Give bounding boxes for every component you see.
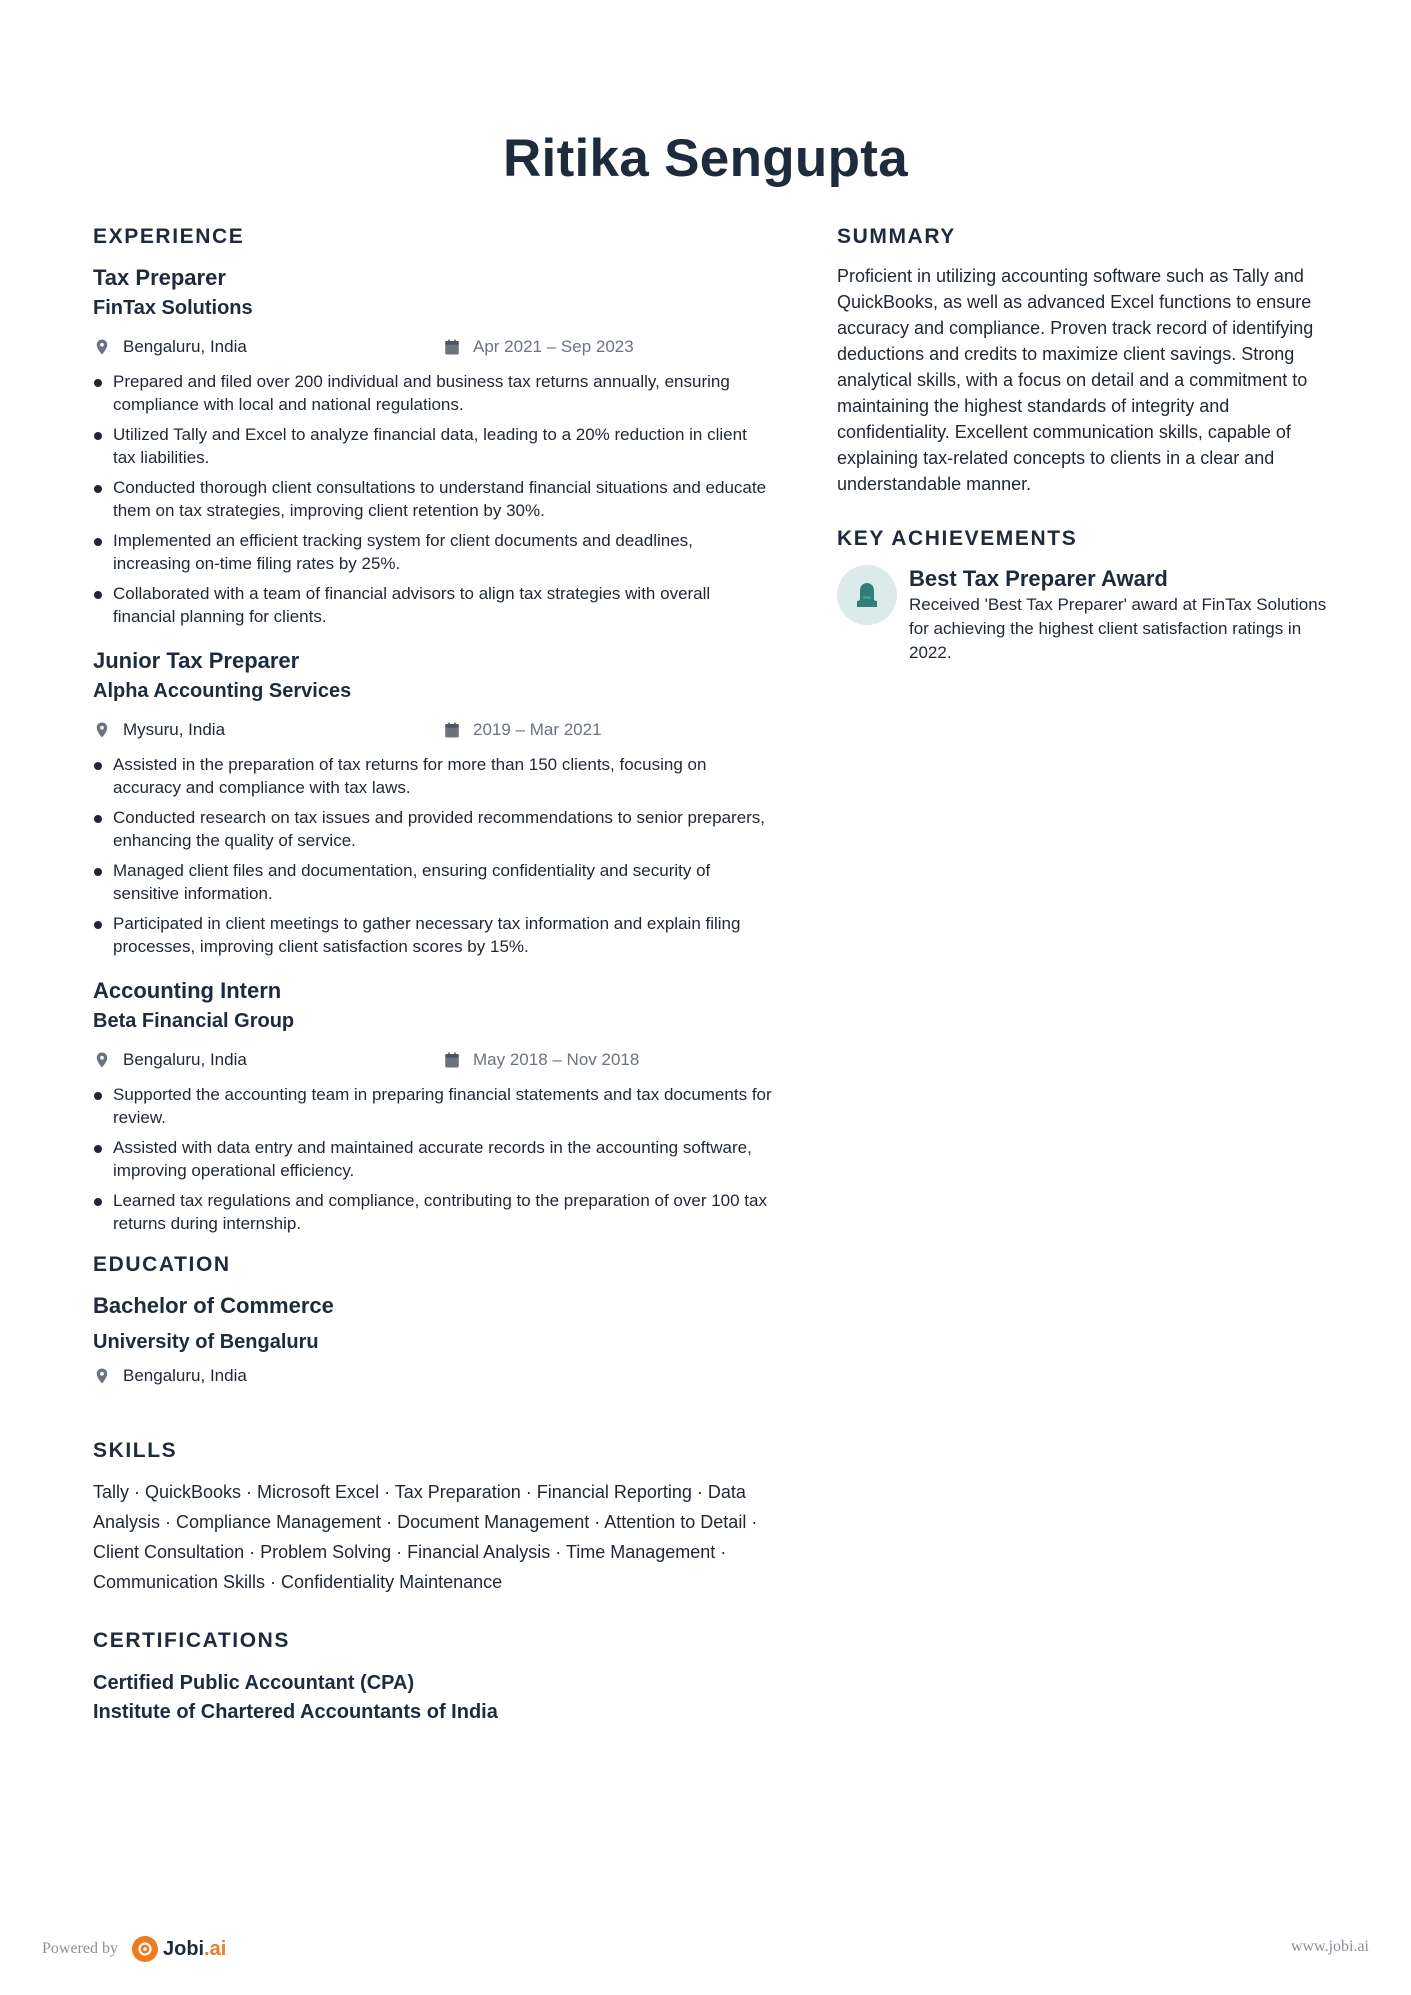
job-entry	[93, 976, 773, 1235]
education-meta	[93, 1361, 773, 1391]
section-title-experience: EXPERIENCE	[93, 225, 245, 248]
certification-name: Certified Public Accountant (CPA)	[93, 1672, 415, 1694]
education-location-text: Bengaluru, India	[123, 1366, 247, 1385]
section-title-education: EDUCATION	[93, 1253, 231, 1276]
job-bullet: Implemented an efficient tracking system for client documents and deadlines, increasing on-time filing rates by 25%.	[93, 529, 773, 575]
job-location	[93, 1050, 443, 1070]
education-school: University of Bengaluru	[93, 1331, 319, 1353]
achievement-content	[909, 565, 1337, 665]
achievement-description: Received 'Best Tax Preparer' award at FinTax Solutions for achieving the highest client satisfaction ratings in 2022.	[909, 595, 1327, 662]
job-location-text: Bengaluru, India	[123, 337, 247, 356]
summary-section	[837, 225, 1337, 497]
job-bullet: Prepared and filed over 200 individual and business tax returns annually, ensuring compliance with local and national regulations.	[93, 370, 773, 416]
calendar-icon	[443, 338, 461, 356]
job-bullet: Participated in client meetings to gather necessary tax information and explain filing processes, improving client satisfaction scores by 15%.	[93, 912, 773, 958]
education-degree: Bachelor of Commerce	[93, 1293, 334, 1318]
job-company: Alpha Accounting Services	[93, 680, 352, 702]
location-pin-icon	[93, 1367, 111, 1385]
job-company: FinTax Solutions	[93, 297, 253, 319]
summary-text: Proficient in utilizing accounting software such as Tally and QuickBooks, as well as advanced Excel functions to ensure accuracy and compliance. Proven track record of identifying deductions and credits to maximize client savings. Strong analytical skills, with a focus on detail and a commitment to maintaining the highest standards of integrity and confidentiality. Excellent communication skills, capable of explaining tax-related concepts to clients in a clear and understandable manner.	[837, 266, 1314, 494]
jobi-logo-icon	[132, 1936, 158, 1962]
job-location-text: Bengaluru, India	[123, 1050, 247, 1069]
section-title-skills: SKILLS	[93, 1439, 178, 1462]
job-location	[93, 720, 443, 740]
job-bullet: Learned tax regulations and compliance, contributing to the preparation of over 100 tax returns during internship.	[93, 1189, 773, 1235]
section-title-summary: SUMMARY	[837, 225, 956, 248]
certifications-section	[93, 1629, 773, 1727]
job-bullets	[93, 753, 773, 958]
location-pin-icon	[93, 338, 111, 356]
job-meta	[93, 715, 773, 745]
job-location	[93, 337, 443, 357]
jobi-logo-suffix: .ai	[204, 1937, 227, 1960]
job-bullet: Supported the accounting team in preparing financial statements and tax documents for review.	[93, 1083, 773, 1129]
job-bullet: Conducted research on tax issues and provided recommendations to senior preparers, enhancing the quality of service.	[93, 806, 773, 852]
job-dates	[443, 337, 634, 357]
calendar-icon	[443, 1051, 461, 1069]
powered-by-text: Powered by	[42, 1940, 118, 1957]
right-column	[837, 225, 1337, 665]
location-pin-icon	[93, 721, 111, 739]
calendar-icon	[443, 721, 461, 739]
job-dates	[443, 1050, 639, 1070]
location-pin-icon	[93, 1051, 111, 1069]
job-bullet: Utilized Tally and Excel to analyze financial data, leading to a 20% reduction in client tax liabilities.	[93, 423, 773, 469]
job-meta	[93, 332, 773, 362]
education-section	[93, 1253, 773, 1391]
job-dates	[443, 720, 602, 740]
job-location-text: Mysuru, India	[123, 720, 226, 739]
skills-list: Tally · QuickBooks · Microsoft Excel · Tax Preparation · Financial Reporting · Data Analysis · Compliance Management · Document Management · Attention to Detail · Client Consultation · Problem Solving · Financial Analysis · Time Management · Communication Skills · Confidentiality Maintenance	[93, 1482, 758, 1592]
job-dates-text: 2019 – Mar 2021	[473, 720, 602, 739]
job-bullet: Assisted in the preparation of tax returns for more than 150 clients, focusing on accuracy and compliance with tax laws.	[93, 753, 773, 799]
job-dates-text: May 2018 – Nov 2018	[473, 1050, 640, 1069]
section-title-achievements: KEY ACHIEVEMENTS	[837, 527, 1078, 550]
achievement-title: Best Tax Preparer Award	[909, 566, 1168, 591]
candidate-name: Ritika Sengupta	[502, 129, 908, 188]
skills-section	[93, 1439, 773, 1597]
section-title-certifications: CERTIFICATIONS	[93, 1629, 291, 1652]
job-entry	[93, 263, 773, 628]
footer-url[interactable]: www.jobi.ai	[1290, 1938, 1369, 1955]
achievement-item	[837, 565, 1337, 665]
jobi-logo-main: Jobi	[162, 1937, 205, 1960]
achievements-section	[837, 527, 1337, 665]
education-location	[93, 1366, 443, 1386]
job-title: Junior Tax Preparer	[93, 648, 300, 673]
job-company: Beta Financial Group	[93, 1010, 295, 1032]
job-bullet: Managed client files and documentation, ensuring confidentiality and security of sensitive information.	[93, 859, 773, 905]
job-bullet: Collaborated with a team of financial advisors to align tax strategies with overall financial planning for clients.	[93, 582, 773, 628]
award-icon	[837, 565, 897, 625]
job-entry	[93, 646, 773, 958]
footer-powered-by	[42, 1936, 226, 1962]
experience-section	[93, 225, 773, 1235]
job-bullets	[93, 1083, 773, 1235]
job-bullet: Assisted with data entry and maintained accurate records in the accounting software, improving operational efficiency.	[93, 1136, 773, 1182]
job-bullets	[93, 370, 773, 628]
job-title: Tax Preparer	[93, 265, 226, 290]
jobi-logo[interactable]	[132, 1936, 226, 1962]
job-dates-text: Apr 2021 – Sep 2023	[473, 337, 634, 356]
job-meta	[93, 1045, 773, 1075]
left-column	[93, 225, 773, 1727]
job-bullet: Conducted thorough client consultations to understand financial situations and educate them on tax strategies, improving client retention by 30%.	[93, 476, 773, 522]
job-title: Accounting Intern	[93, 978, 282, 1003]
jobi-logo-text	[163, 1938, 226, 1961]
certification-name: Institute of Chartered Accountants of India	[93, 1701, 498, 1723]
